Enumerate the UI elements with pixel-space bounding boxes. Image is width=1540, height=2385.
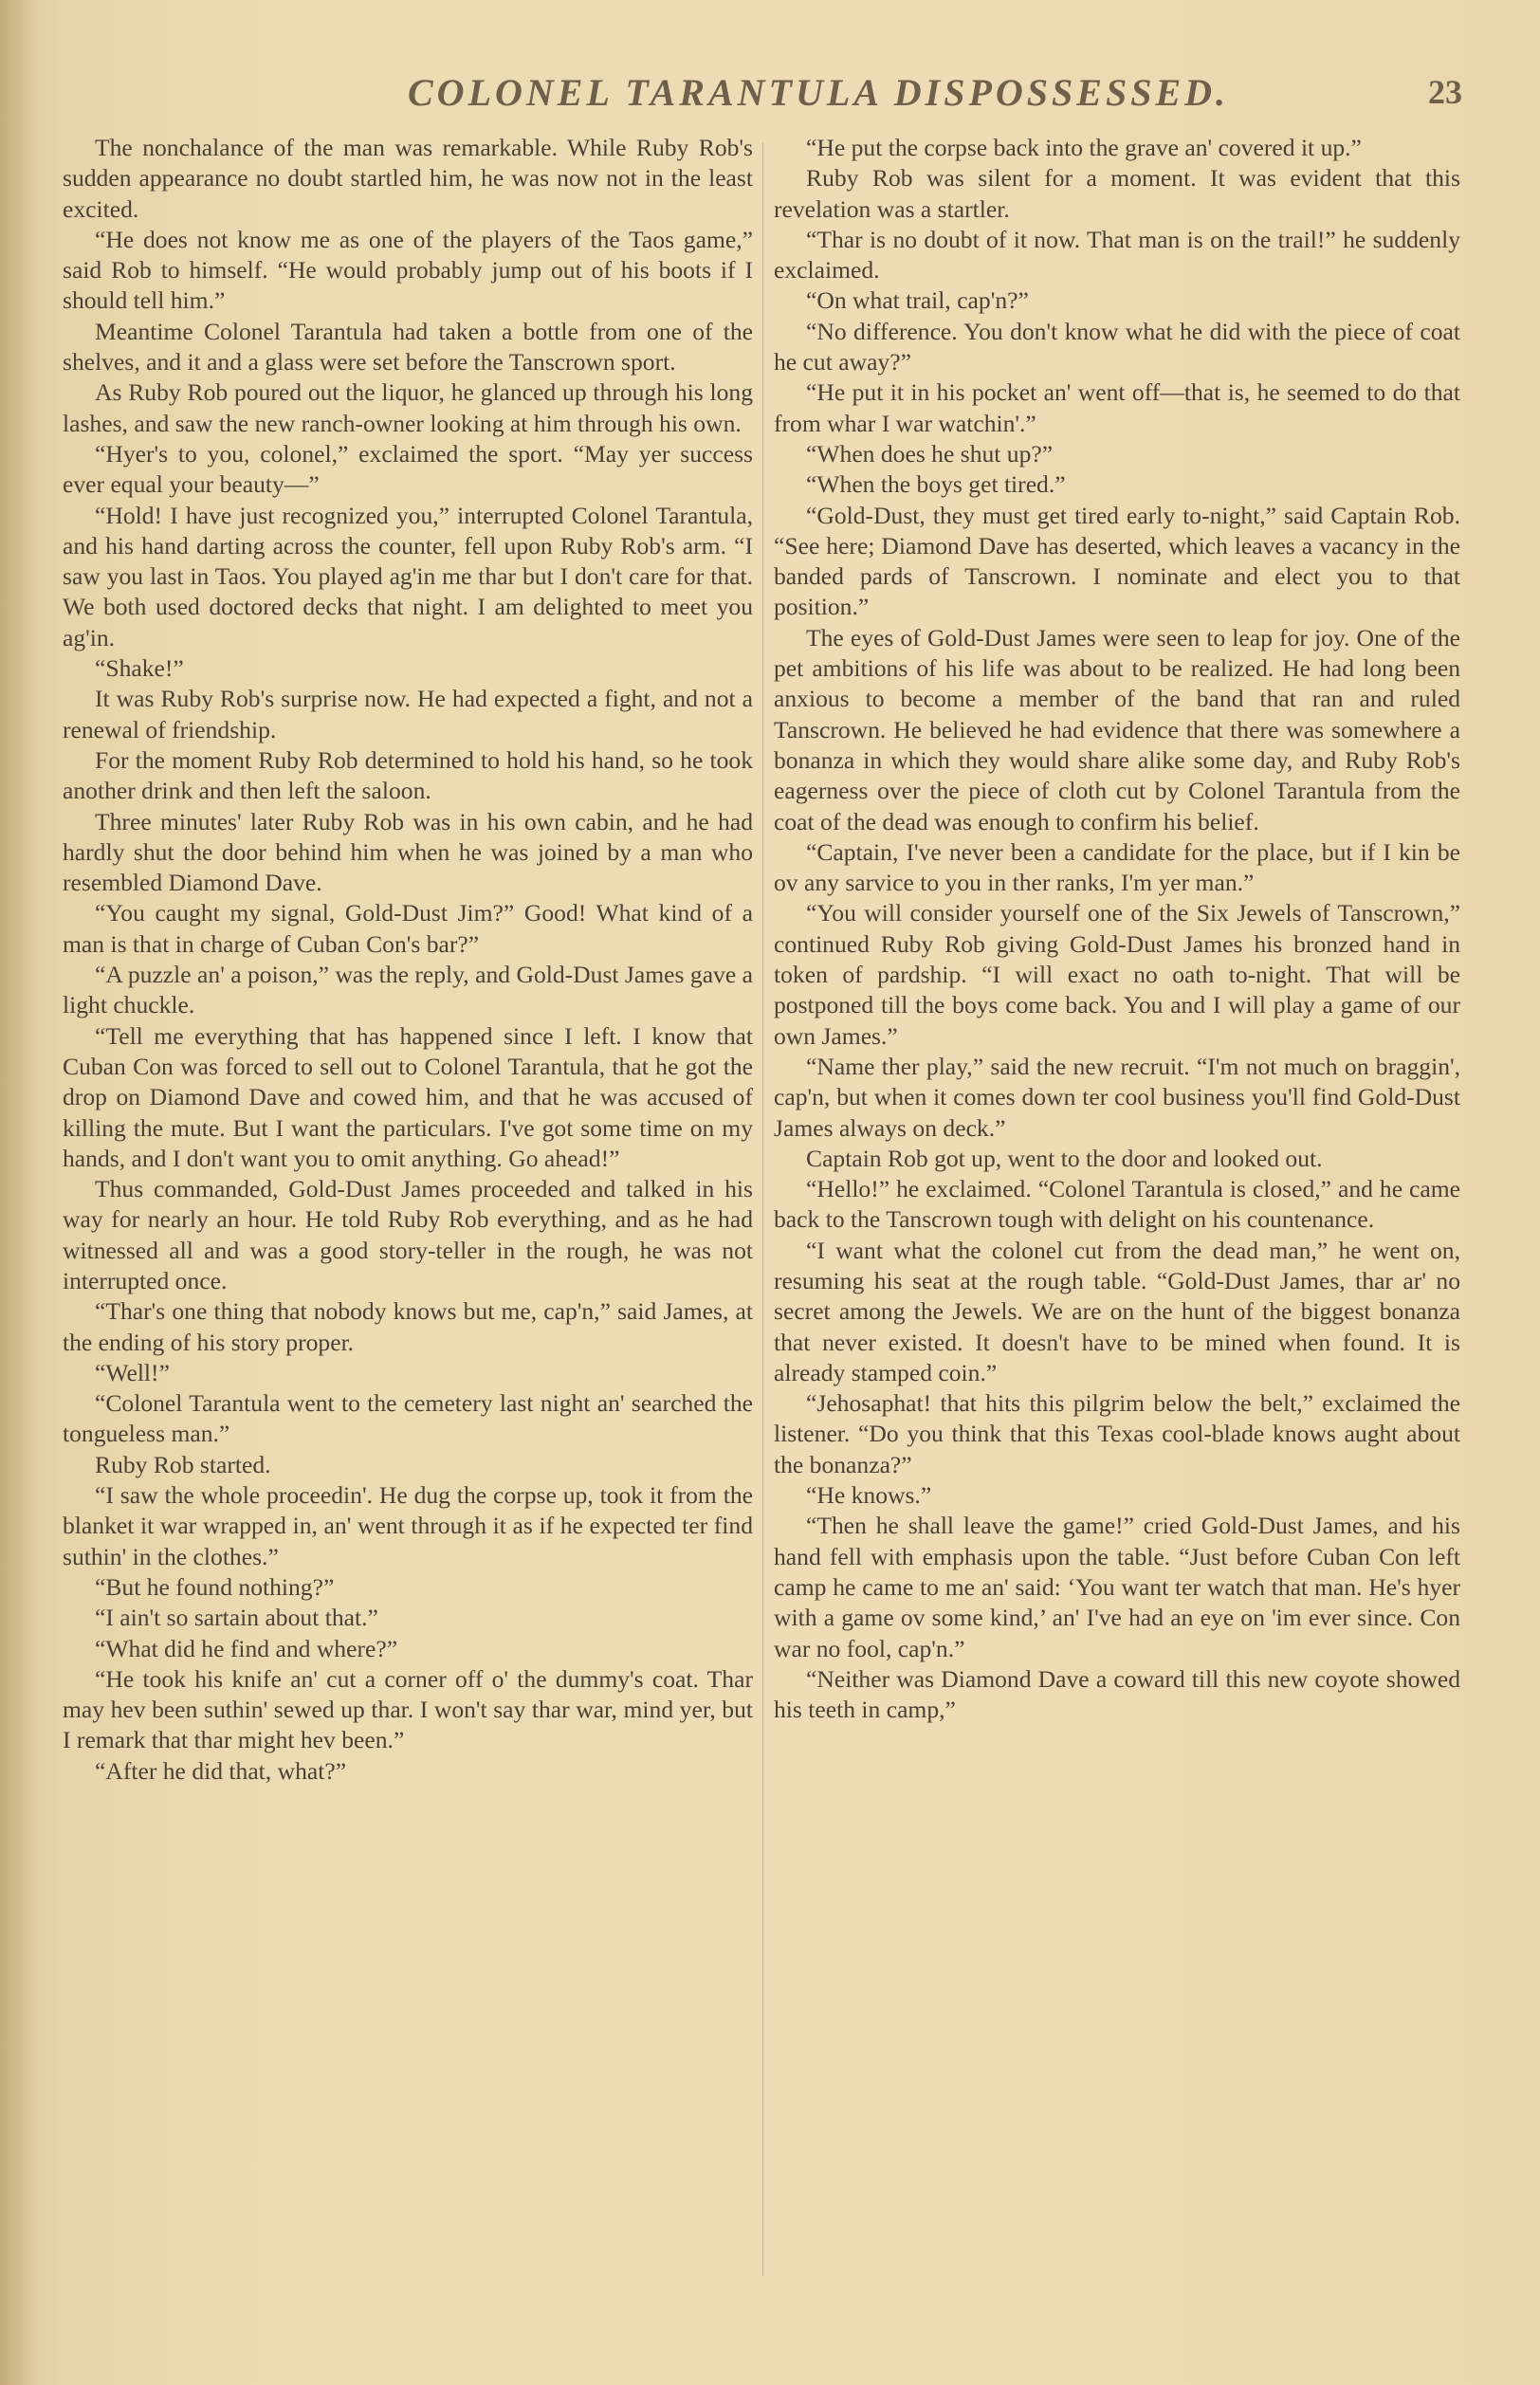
paragraph: “Hello!” he exclaimed. “Colonel Tarantula is closed,” and he came back to the Tanscrown tough with delight on his countenance. (774, 1175, 1460, 1234)
paragraph: Thus commanded, Gold-Dust James proceeded and talked in his way for nearly an hour. He told Ruby Rob everything, and as he had witnessed all and was a good story-teller in the rough, he was not interrupted once. (63, 1175, 753, 1294)
paragraph: Captain Rob got up, went to the door and looked out. (806, 1144, 1323, 1172)
paragraph: “On what trail, cap'n?” (806, 286, 1029, 315)
paragraph: “Tell me everything that has happened since I left. I know that Cuban Con was forced to sell out to Colonel Tarantula, that he got the drop on Diamond Dave and cowed him, and that he was accused of killing the mute. But I want the particulars. I've got some time on my hands, and I don't want you to omit anything. Go ahead!” (63, 1021, 753, 1172)
paragraph: “What did he find and where?” (95, 1634, 398, 1662)
paragraph: “Jehosaphat! that hits this pilgrim below the belt,” exclaimed the listener. “Do you think that this Texas cool-blade knows aught about the bonanza?” (774, 1389, 1460, 1478)
paragraph: As Ruby Rob poured out the liquor, he glanced up through his long lashes, and saw the new ranch-owner looking at him through his own. (63, 378, 753, 437)
paragraph: Three minutes' later Ruby Rob was in his own cabin, and he had hardly shut the door behind him when he was joined by a man who resembled Diamond Dave. (63, 807, 753, 897)
paragraph: “Thar's one thing that nobody knows but me, cap'n,” said James, at the ending of his story proper. (63, 1297, 753, 1356)
paragraph: “He put it in his pocket an' went off—that is, he seemed to do that from whar I war watchin'.” (774, 378, 1460, 437)
paragraph: “Colonel Tarantula went to the cemetery last night an' searched the tongueless man.” (63, 1389, 753, 1448)
paragraph: “Shake!” (95, 654, 184, 683)
paragraph: “Captain, I've never been a candidate for the place, but if I kin be ov any sarvice to you in ther ranks, I'm yer man.” (774, 837, 1460, 897)
paragraph: “I ain't so sartain about that.” (95, 1604, 378, 1632)
paragraph: “He knows.” (806, 1481, 932, 1510)
paragraph: “Neither was Diamond Dave a coward till this new coyote showed his teeth in camp,” (774, 1664, 1460, 1724)
paragraph: “A puzzle an' a poison,” was the reply, and Gold-Dust James gave a light chuckle. (63, 961, 753, 1019)
paragraph: “When does he shut up?” (806, 439, 1054, 468)
paragraph: “Hold! I have just recognized you,” interrupted Colonel Tarantula, and his hand darting across the counter, fell upon Ruby Rob's arm. “I saw you last in Taos. You played ag'in me thar but I don't care for that. We both used doctored decks that night. I am delighted to meet you ag'in. (63, 501, 753, 651)
running-title: COLONEL TARANTULA DISPOSSESSED. (408, 71, 1230, 114)
paragraph: “Then he shall leave the game!” cried Gold-Dust James, and his hand fell with emphasis upon the table. “Just before Cuban Con left camp he came to me an' said: ‘You want ter watch that man. He's hyer with a game ov some kind,’ an' I've had an eye on 'im ever since. Con war no fool, cap'n.” (774, 1512, 1460, 1662)
paragraph: “I want what the colonel cut from the dead man,” he went on, resuming his seat at the rough table. “Gold-Dust James, thar ar' no secret among the Jewels. We are on the hunt of the biggest bonanza that never existed. It doesn't have to be mined when found. It is already stamped coin.” (774, 1236, 1460, 1386)
left-column (63, 133, 753, 1787)
paragraph: Meantime Colonel Tarantula had taken a bottle from one of the shelves, and it and a glass were set before the Tanscrown sport. (63, 317, 753, 376)
paragraph: “He took his knife an' cut a corner off o' the dummy's coat. Thar may hev been suthin' sewed up thar. I won't say thar war, mind yer, but I remark that thar might hev been.” (63, 1664, 753, 1754)
paragraph: “I saw the whole proceedin'. He dug the corpse up, took it from the blanket it war wrapped in, an' went through it as if he expected ter find suthin' in the clothes.” (63, 1481, 753, 1570)
paragraph: “When the boys get tired.” (806, 470, 1066, 499)
paragraph: Ruby Rob was silent for a moment. It was evident that this revelation was a startler. (774, 164, 1460, 223)
paragraph: “You caught my signal, Gold-Dust Jim?” Good! What kind of a man is that in charge of Cuban Con's bar?” (63, 899, 753, 958)
paragraph: Ruby Rob started. (95, 1450, 271, 1478)
right-column (774, 133, 1460, 1725)
paragraph: “Gold-Dust, they must get tired early to-night,” said Captain Rob. “See here; Diamond Dave has deserted, which leaves a vacancy in the banded pards of Tanscrown. I nominate and elect you to that position.” (774, 501, 1460, 621)
paragraph: For the moment Ruby Rob determined to hold his hand, so he took another drink and then left the saloon. (63, 745, 753, 805)
column-divider (762, 142, 763, 2276)
paragraph: “But he found nothing?” (95, 1572, 335, 1601)
paragraph: “He put the corpse back into the grave an' covered it up.” (806, 134, 1362, 161)
paragraph: “After he did that, what?” (95, 1756, 347, 1785)
paragraph: It was Ruby Rob's surprise now. He had expected a fight, and not a renewal of friendship. (63, 685, 753, 743)
paragraph: “He does not know me as one of the players of the Taos game,” said Rob to himself. “He would probably jump out of his boots if I should tell him.” (63, 225, 753, 315)
paragraph: “Hyer's to you, colonel,” exclaimed the sport. “May yer success ever equal your beauty—” (63, 439, 753, 499)
paragraph: “Thar is no doubt of it now. That man is on the trail!” he suddenly exclaimed. (774, 225, 1460, 284)
page-number: 23 (1428, 73, 1462, 111)
paragraph: The nonchalance of the man was remarkable. While Ruby Rob's sudden appearance no doubt startled him, he was now not in the least excited. (63, 134, 753, 223)
paragraph: “Well!” (95, 1358, 170, 1386)
paragraph: “Name ther play,” said the new recruit. “I'm not much on braggin', cap'n, but when it comes down ter cool business you'll find Gold-Dust James always on deck.” (774, 1052, 1460, 1142)
paragraph: The eyes of Gold-Dust James were seen to leap for joy. One of the pet ambitions of his life was about to be realized. He had long been anxious to become a member of the band that ran and ruled Tanscrown. He believed he had evidence that there was somewhere a bonanza in which they would share alike some day, and Ruby Rob's eagerness over the piece of cloth cut by Colonel Tarantula from the coat of the dead was enough to confirm his belief. (774, 623, 1460, 835)
paragraph: “No difference. You don't know what he did with the piece of coat he cut away?” (774, 317, 1460, 376)
paragraph: “You will consider yourself one of the Six Jewels of Tanscrown,” continued Ruby Rob giving Gold-Dust James his bronzed hand in token of pardship. “I will exact no oath to-night. That will be postponed till the boys come back. You and I will play a game of our own James.” (774, 899, 1460, 1050)
page-header (0, 63, 1540, 119)
